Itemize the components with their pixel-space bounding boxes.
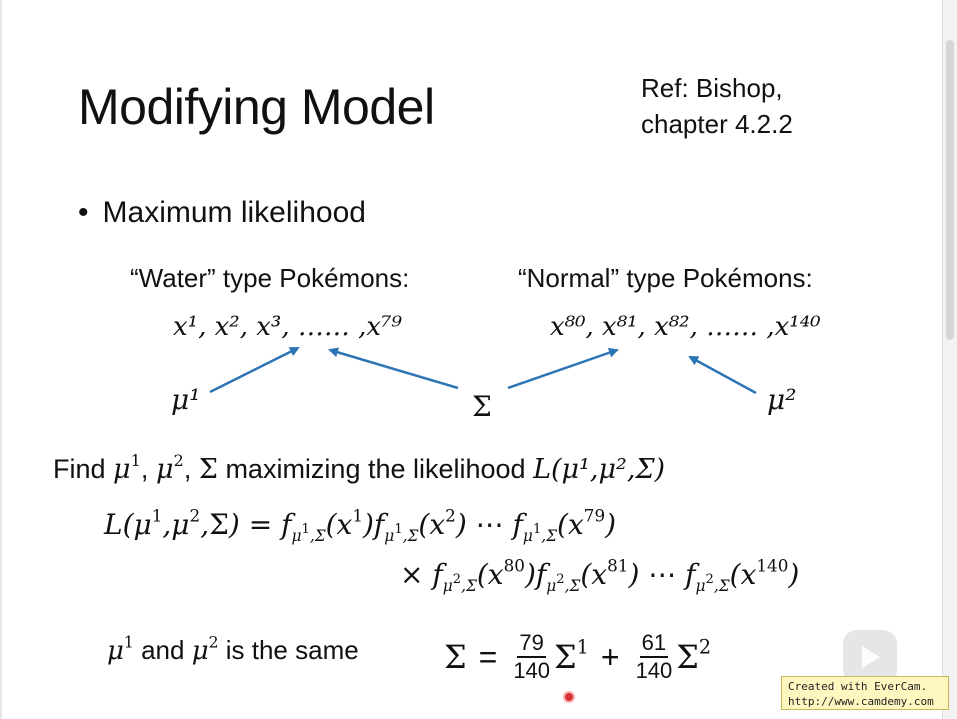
watermark xyxy=(781,676,949,710)
sigma-lhs: Σ xyxy=(444,638,467,676)
fraction-61-140: $\frac{61}{140}$ xyxy=(635,630,673,683)
find-mu1: $\mu^1$ xyxy=(113,450,141,485)
reference-note xyxy=(641,70,793,142)
find-statement: Find $\mu^1$, $\mu^2$, Σ maximizing the likelihood L(μ¹,μ²,Σ) xyxy=(53,450,666,485)
find-likelihood: L(μ¹,μ²,Σ) xyxy=(533,454,666,485)
arrow-sigma-to-normal xyxy=(508,350,617,388)
plus-sign: + xyxy=(600,638,620,675)
find-sigma: Σ xyxy=(198,454,218,485)
same-mu1: $\mu^1$ xyxy=(107,633,134,666)
likelihood-equation-line-1: $L(\mu^1,\mu^2,\Sigma) = f_{\mu^1,\Sigma}(x^1)f_{\mu^1,\Sigma}(x^2)$ ⋯ $f_{\mu^1,\Sigma}(x^{79})$ xyxy=(104,505,617,545)
arrow-mu1-to-water xyxy=(210,348,298,392)
window-left-edge xyxy=(0,0,2,719)
scrollbar[interactable] xyxy=(942,0,957,719)
likelihood-equation-line-2: × $f_{\mu^2,\Sigma}(x^{80})f_{\mu^2,\Sigma}(x^{81})$ ⋯ $f_{\mu^2,\Sigma}(x^{140})$ xyxy=(400,555,800,595)
find-text: maximizing the likelihood xyxy=(225,454,526,484)
same-mu2: $\mu^2$ xyxy=(191,633,219,666)
normal-sequence: x⁸⁰, x⁸¹, x⁸², …… ,x¹⁴⁰ xyxy=(550,312,821,342)
fraction-79-140: $\frac{79}{140}$ xyxy=(513,630,551,683)
slide-title: Modifying Model xyxy=(78,79,435,135)
reference-line-1: Ref: Bishop, xyxy=(641,73,783,103)
arrow-mu2-to-normal xyxy=(690,357,756,393)
same-text: is the same xyxy=(225,635,359,665)
find-mu2: $\mu^2$ xyxy=(155,450,184,485)
watermark-line-2: http://www.camdemy.com xyxy=(788,695,934,708)
water-sequence: x¹, x², x³, …… ,x⁷⁹ xyxy=(173,312,402,342)
bullet-dot-icon: • xyxy=(78,196,89,229)
equals-sign: = xyxy=(478,638,498,675)
watermark-line-1: Created with EverCam. xyxy=(788,680,928,693)
same-and: and xyxy=(141,635,185,665)
water-type-label: “Water” type Pokémons: xyxy=(130,263,410,293)
mouse-cursor-icon xyxy=(563,691,575,703)
normal-type-label: “Normal” type Pokémons: xyxy=(518,263,813,293)
mu1-symbol: μ¹ xyxy=(171,383,201,416)
bullet-text: Maximum likelihood xyxy=(102,196,366,229)
sigma-2: $\Sigma^2$ xyxy=(676,635,712,676)
find-prefix: Find xyxy=(53,454,106,484)
sigma-combination-equation xyxy=(444,622,711,692)
mu2-symbol: μ² xyxy=(767,383,797,416)
scrollbar-thumb[interactable] xyxy=(946,40,954,340)
shared-covariance-note xyxy=(107,635,359,666)
reference-line-2: chapter 4.2.2 xyxy=(641,109,793,139)
arrow-sigma-to-water xyxy=(330,350,458,388)
sigma-symbol: Σ xyxy=(472,390,492,423)
bullet-point xyxy=(78,196,366,230)
sigma-1: $\Sigma^1$ xyxy=(554,635,589,676)
